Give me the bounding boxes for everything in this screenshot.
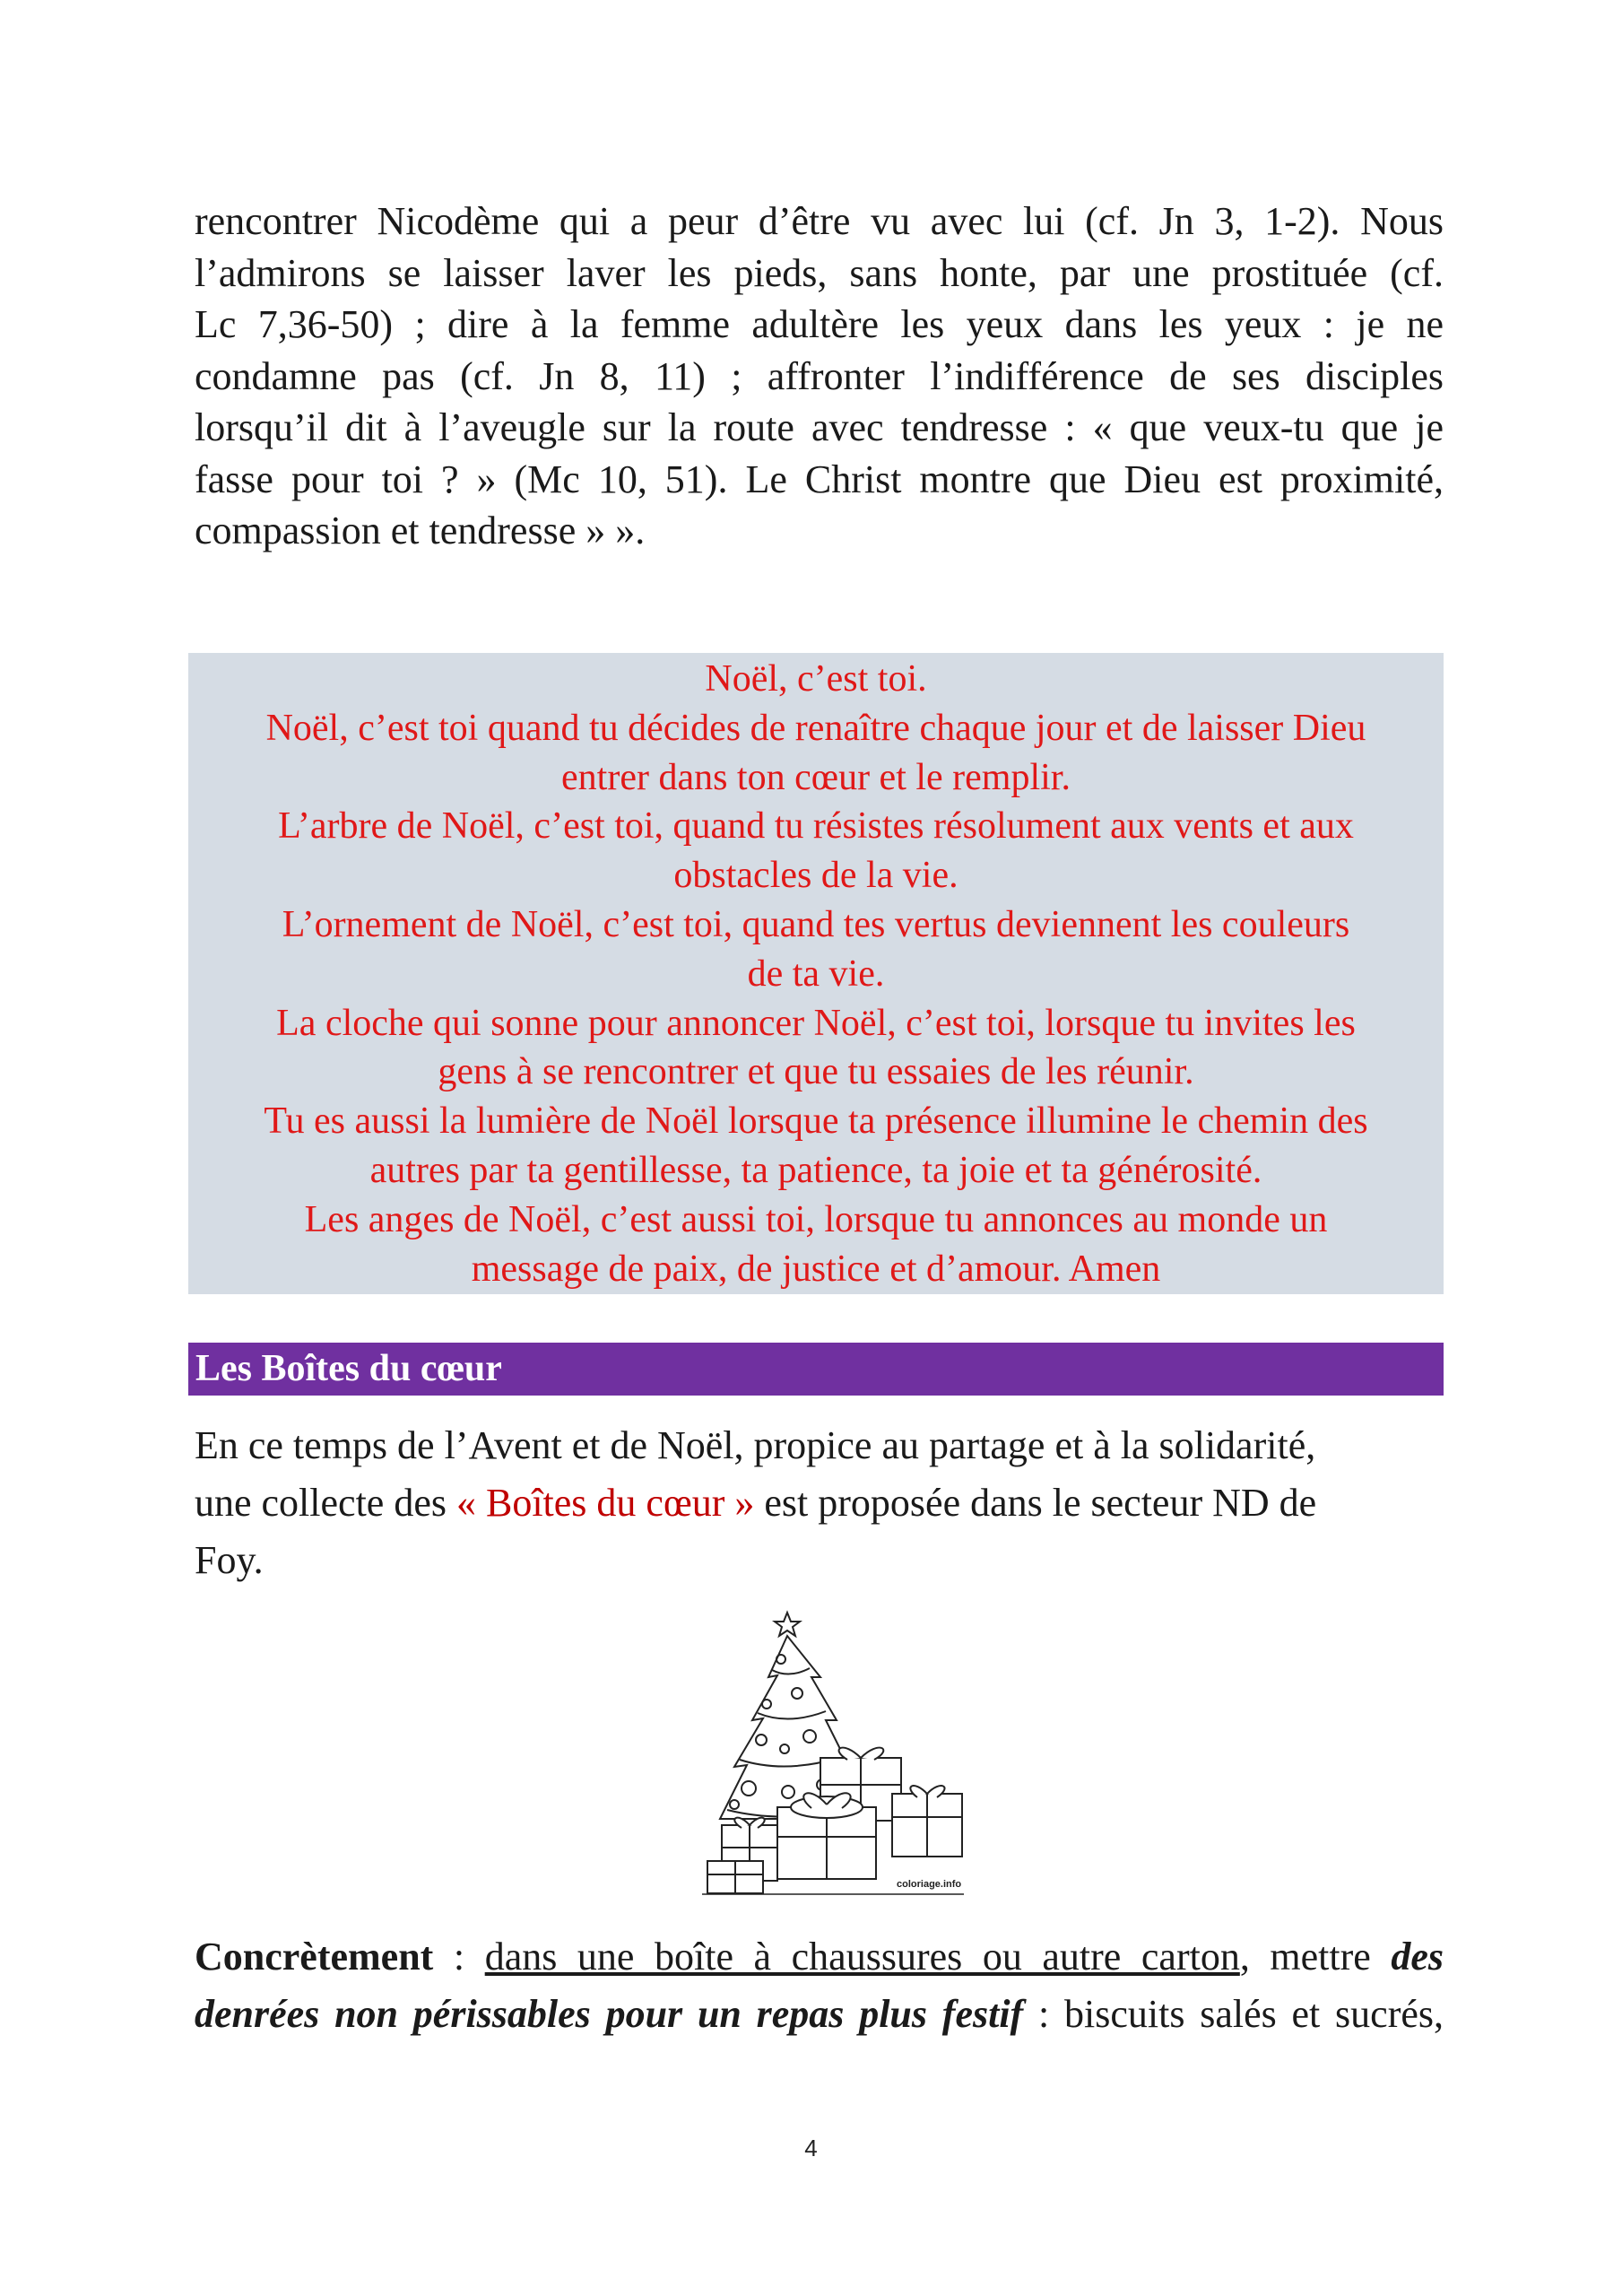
prayer-line: L’ornement de Noël, c’est toi, quand tes vertus deviennent les couleurs (282, 903, 1350, 945)
paragraph-line: condamne pas (cf. Jn 8, 11) ; affronter l’indifférence de ses disciples (195, 353, 1444, 398)
continuation-paragraph (195, 196, 1444, 557)
prayer-line: autres par ta gentillesse, ta patience, ta joie et ta générosité. (369, 1149, 1262, 1191)
emphasis-text: denrées non périssables pour un repas plus festif (195, 1992, 1024, 2036)
intro-text: est proposée dans le secteur ND de (754, 1481, 1317, 1525)
paragraph-line: rencontrer Nicodème qui a peur d’être vu avec lui (cf. Jn 3, 1-2). Nous (195, 199, 1444, 243)
intro-paragraph (195, 1417, 1444, 1589)
concrete-line (195, 1986, 1444, 2043)
paragraph-line: l’admirons se laisser laver les pieds, sans honte, par une prostituée (cf. (195, 250, 1444, 295)
section-heading: Les Boîtes du cœur (188, 1343, 1444, 1396)
concrete-text: : biscuits salés et sucrés, (1023, 1992, 1444, 2036)
prayer-line: Noël, c’est toi. (705, 658, 927, 700)
concrete-label: Concrètement (195, 1935, 434, 1979)
paragraph-line: Lc 7,36-50) ; dire à la femme adultère les yeux dans les yeux : je ne (195, 302, 1444, 346)
paragraph-line: fasse pour toi ? » (Mc 10, 51). Le Christ montre que Dieu est proximité, (195, 457, 1444, 501)
paragraph-line: compassion et tendresse » ». (195, 509, 646, 552)
paragraph-line: lorsqu’il dit à l’aveugle sur la route avec tendresse : « que veux-tu que je (195, 405, 1444, 449)
emphasis-text: des (1391, 1935, 1444, 1979)
intro-line (195, 1474, 1444, 1532)
prayer-line: de ta vie. (747, 952, 885, 995)
image-credit: coloriage.info (897, 1879, 962, 1890)
separator: : (433, 1935, 485, 1979)
concrete-paragraph (195, 1928, 1444, 2043)
intro-line: En ce temps de l’Avent et de Noël, propice au partage et à la solidarité, (195, 1423, 1316, 1467)
prayer-line: obstacles de la vie. (673, 855, 958, 897)
prayer-line: entrer dans ton cœur et le remplir. (561, 756, 1071, 798)
boites-du-coeur-highlight: « Boîtes du cœur » (455, 1481, 755, 1525)
prayer-line: L’arbre de Noël, c’est toi, quand tu résistes résolument aux vents et aux (278, 805, 1354, 848)
underlined-instruction: dans une boîte à chaussures ou autre carton (484, 1935, 1240, 1979)
prayer-line: message de paix, de justice et d’amour. Amen (471, 1248, 1161, 1290)
page-number: 4 (804, 2135, 818, 2161)
prayer-line: gens à se rencontrer et que tu essaies de les réunir. (438, 1051, 1194, 1093)
prayer-line: Tu es aussi la lumière de Noël lorsque ta présence illumine le chemin des (264, 1100, 1368, 1143)
intro-line: Foy. (195, 1538, 264, 1582)
prayer-line: Noël, c’est toi quand tu décides de renaître chaque jour et de laisser Dieu (265, 707, 1366, 749)
christmas-tree-with-gifts-icon (695, 1605, 973, 1901)
prayer-line: Les anges de Noël, c’est aussi toi, lorsque tu annonces au monde un (304, 1198, 1328, 1240)
concrete-text: , mettre (1239, 1935, 1392, 1979)
intro-text: une collecte des (195, 1481, 456, 1525)
prayer-line: La cloche qui sonne pour annoncer Noël, c’est toi, lorsque tu invites les (276, 1002, 1356, 1044)
concrete-line (195, 1928, 1444, 1986)
prayer-box (188, 653, 1444, 1294)
